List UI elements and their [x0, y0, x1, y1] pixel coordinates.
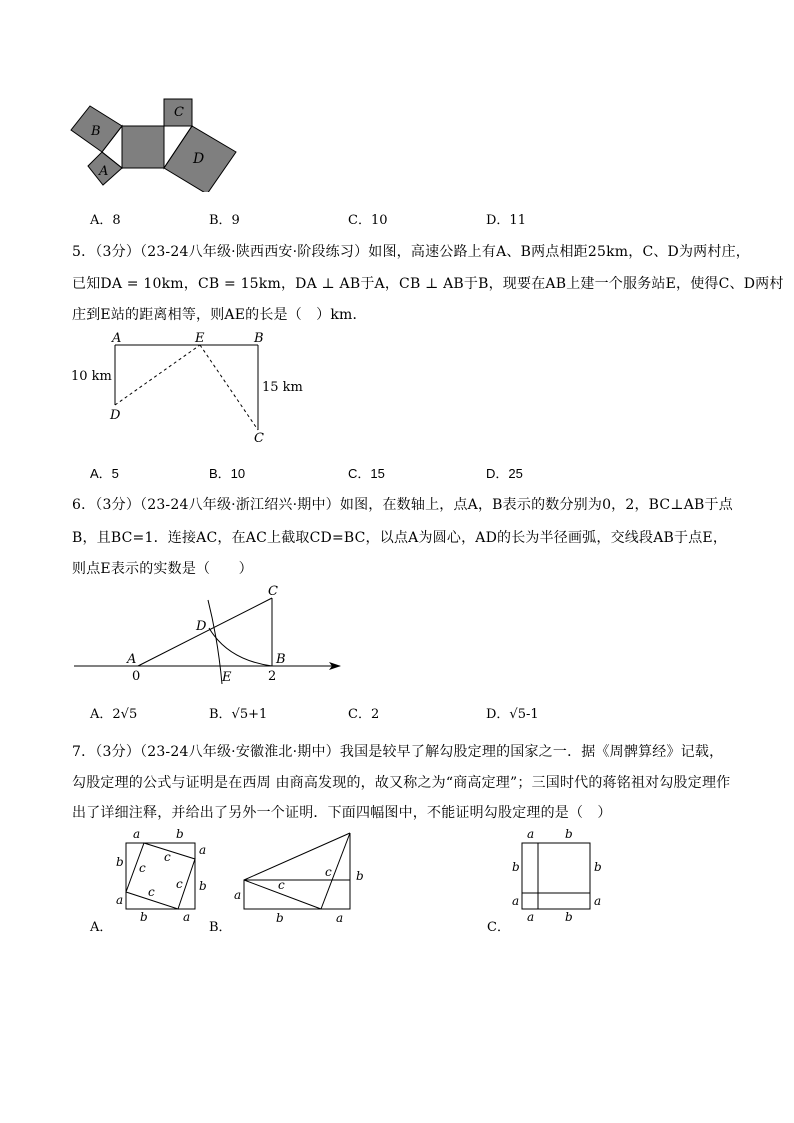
fc-b-right: b: [594, 860, 602, 874]
q6-option-b: B．√5+1: [209, 707, 268, 722]
fc-a-left: a: [512, 894, 520, 908]
fa-a-left: a: [116, 893, 124, 907]
fc-b-left: b: [512, 860, 520, 874]
q6-option-d: D．√5-1: [486, 707, 539, 722]
q5-line-1: 5．（3分）（23-24八年级·陕西西安·阶段练习）如图，高速公路上有A、B两点相距25km，C、D为两村庄，: [72, 244, 750, 260]
q5-option-a: A．5: [90, 466, 119, 481]
q5-figure: [66, 326, 316, 448]
q7-figure-b: [228, 826, 368, 922]
square-center: [122, 126, 164, 168]
q5-label-cb: 15 km: [262, 380, 303, 395]
q7-option-c: C．: [487, 920, 510, 935]
fc-b-bottom: b: [565, 910, 573, 922]
fb-c-1: c: [278, 878, 285, 892]
q4-option-a: A．8: [90, 213, 121, 228]
label-a: A: [99, 164, 109, 179]
fc-a-bottom: a: [527, 910, 535, 922]
q5-line-2: 已知DA = 10km，CB = 15km，DA ⊥ AB于A，CB ⊥ AB于B，现要在AB上建一个服务站E，使得C、D两村: [72, 276, 784, 292]
q6-tick-2: 2: [268, 669, 277, 684]
q7-option-b: B．: [209, 920, 232, 935]
fb-b-right: b: [356, 869, 364, 883]
q7-line-3: 出了详细注释，并给出了另外一个证明．下面四幅图中，不能证明勾股定理的是（ ）: [72, 805, 612, 821]
q6-line-2: B，且BC=1．连接AC，在AC上截取CD=BC，以点A为圆心，AD的长为半径画弧，交线段AB于点E，: [72, 530, 728, 546]
q5-label-a: A: [112, 331, 122, 346]
q7-line-2: 勾股定理的公式与证明是在西周 由商高发现的，故又称之为“商高定理”；三国时代的蒋铭祖对勾股定理作: [72, 775, 731, 791]
q5-label-b: B: [254, 331, 264, 346]
q5-option-b: B．10: [209, 466, 246, 481]
fa-c-2: c: [139, 861, 146, 875]
fa-c-1: c: [164, 850, 171, 864]
q7-line-1: 7．（3分）（23-24八年级·安徽淮北·期中）我国是较早了解勾股定理的国家之一．据《周髀算经》记载，: [72, 744, 724, 760]
fa-c-4: c: [148, 885, 155, 899]
q6-label-e: E: [222, 670, 232, 685]
q4-option-c: C．10: [348, 213, 388, 228]
fa-a-bottom: a: [183, 910, 191, 922]
q6-option-a: A．2√5: [90, 707, 138, 722]
fa-b-right: b: [199, 879, 207, 893]
q6-label-c: C: [268, 584, 278, 599]
q7-figure-a: [110, 826, 210, 922]
fa-b-left: b: [116, 855, 124, 869]
q4-option-b: B．9: [209, 213, 240, 228]
q6-line-3: 则点E表示的实数是（ ）: [72, 561, 253, 577]
fa-a-top: a: [133, 827, 141, 841]
q5-line-3: 庄到E站的距离相等，则AE的长是（ ）km．: [72, 307, 367, 323]
q5-label-e: E: [195, 331, 205, 346]
fb-b-bottom: b: [276, 911, 284, 922]
fc-a-top: a: [527, 827, 535, 841]
q5-label-c: C: [254, 431, 264, 446]
q7-option-a: A．: [90, 920, 113, 935]
fb-c-2: c: [325, 865, 332, 879]
fa-c-3: c: [176, 877, 183, 891]
q5-option-d: D．25: [486, 466, 523, 481]
fb-a-left: a: [234, 888, 242, 902]
fc-b-top: b: [565, 827, 573, 841]
q7-figure-c: [505, 826, 605, 922]
q6-label-a: A: [127, 652, 137, 667]
q6-line-1: 6．（3分）（23-24八年级·浙江绍兴·期中）如图，在数轴上，点A，B表示的数分别为0，2，BC⊥AB于点: [72, 497, 733, 513]
fa-a-right: a: [199, 843, 207, 857]
q5-label-d: D: [110, 408, 121, 423]
q6-figure: [66, 580, 356, 688]
q5-option-c: C．15: [348, 466, 385, 481]
q6-tick-0: 0: [132, 669, 141, 684]
q6-label-d: D: [196, 619, 207, 634]
label-d: D: [193, 151, 205, 167]
q5-label-da: 10 km: [71, 369, 112, 384]
fa-b-top: b: [176, 827, 184, 841]
fa-b-bottom: b: [140, 910, 148, 922]
fb-a-bottom: a: [336, 911, 344, 922]
label-b: B: [91, 124, 101, 139]
fc-a-right: a: [594, 894, 602, 908]
q6-option-c: C．2: [348, 707, 380, 722]
q4-figure: [66, 92, 242, 192]
q6-label-b: B: [276, 652, 286, 667]
label-c: C: [174, 105, 184, 120]
q4-option-d: D．11: [486, 213, 526, 228]
